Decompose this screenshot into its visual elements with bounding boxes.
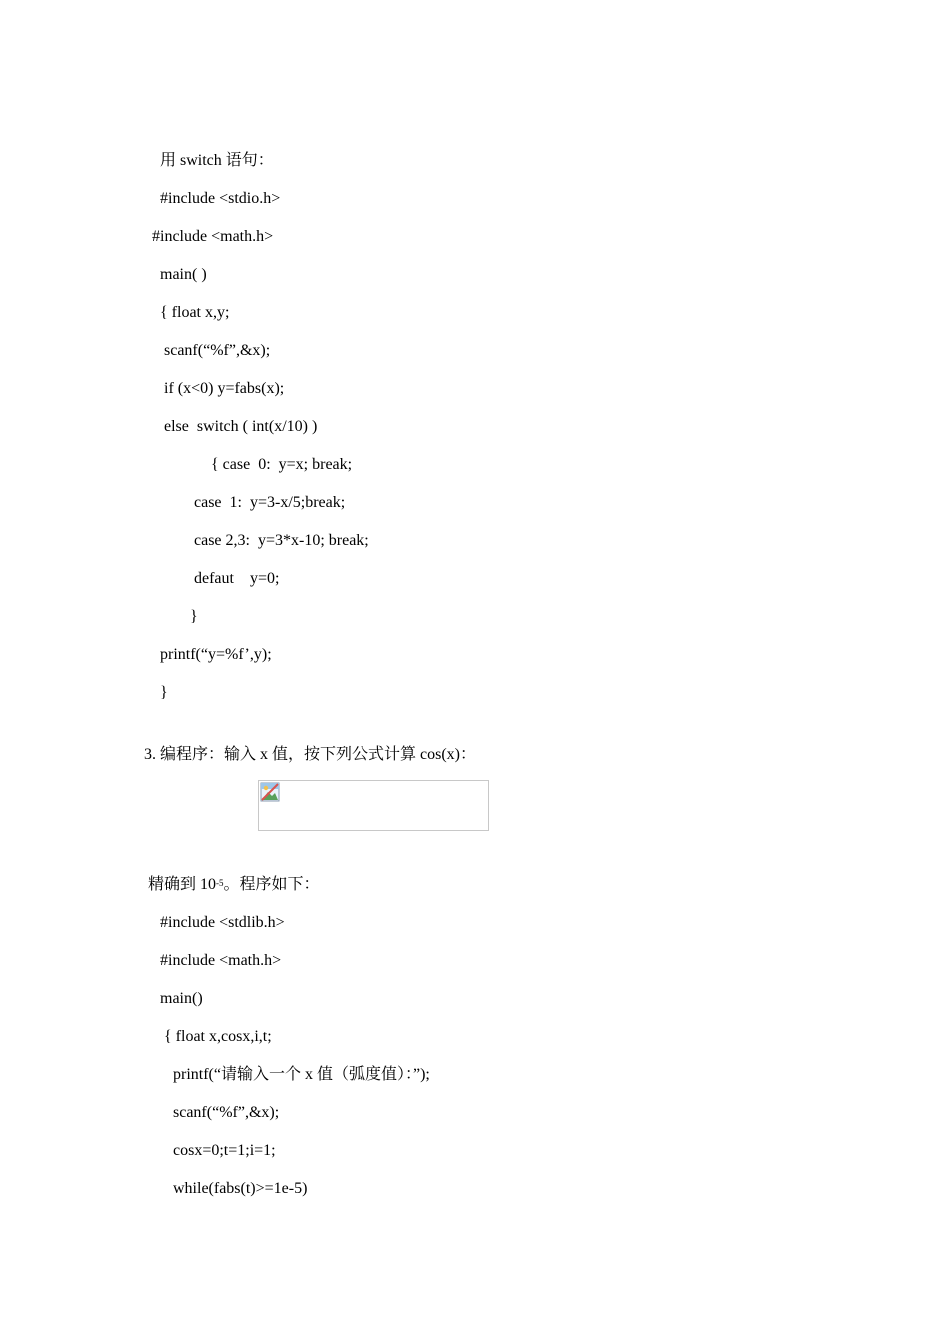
precision-exponent: -5 bbox=[216, 878, 224, 888]
code-line: } bbox=[160, 684, 168, 701]
switch-intro: 用 switch 语句： bbox=[160, 152, 274, 169]
code-line: main( ) bbox=[160, 266, 207, 283]
code-line: { float x,y; bbox=[160, 304, 230, 321]
code-line: #include <stdio.h> bbox=[160, 190, 281, 207]
code-line: #include <math.h> bbox=[160, 952, 282, 969]
code-line: { float x,cosx,i,t; bbox=[164, 1028, 272, 1045]
code-line: defaut y=0; bbox=[194, 570, 280, 587]
code-line: main() bbox=[160, 990, 203, 1007]
code-line: scanf(“%f”,&x); bbox=[164, 342, 271, 359]
precision-suffix: 。程序如下： bbox=[223, 876, 320, 893]
code-line: if (x<0) y=fabs(x); bbox=[164, 380, 285, 397]
code-line: case 2,3: y=3*x-10; break; bbox=[194, 532, 369, 549]
code-line: scanf(“%f”,&x); bbox=[173, 1104, 280, 1121]
code-line: case 1: y=3-x/5;break; bbox=[194, 494, 346, 511]
broken-image-icon bbox=[260, 782, 280, 802]
code-line: printf(“请输入一个 x 值（弧度值）：”); bbox=[173, 1066, 430, 1083]
code-line: while(fabs(t)>=1e-5) bbox=[173, 1180, 308, 1197]
precision-prefix: 精确到 10 bbox=[148, 876, 217, 893]
code-line: #include <stdlib.h> bbox=[160, 914, 285, 931]
code-line: { case 0: y=x; break; bbox=[211, 456, 353, 473]
code-line: } bbox=[190, 608, 198, 625]
code-line: cosx=0;t=1;i=1; bbox=[173, 1142, 276, 1159]
problem-heading: 3. 编程序：输入 x 值，按下列公式计算 cos(x)： bbox=[144, 746, 476, 763]
code-line: else switch ( int(x/10) ) bbox=[164, 418, 318, 435]
code-line: #include <math.h> bbox=[152, 228, 274, 245]
code-line: printf(“y=%f’,y); bbox=[160, 646, 272, 663]
formula-image bbox=[258, 780, 489, 831]
precision-note bbox=[148, 875, 320, 895]
